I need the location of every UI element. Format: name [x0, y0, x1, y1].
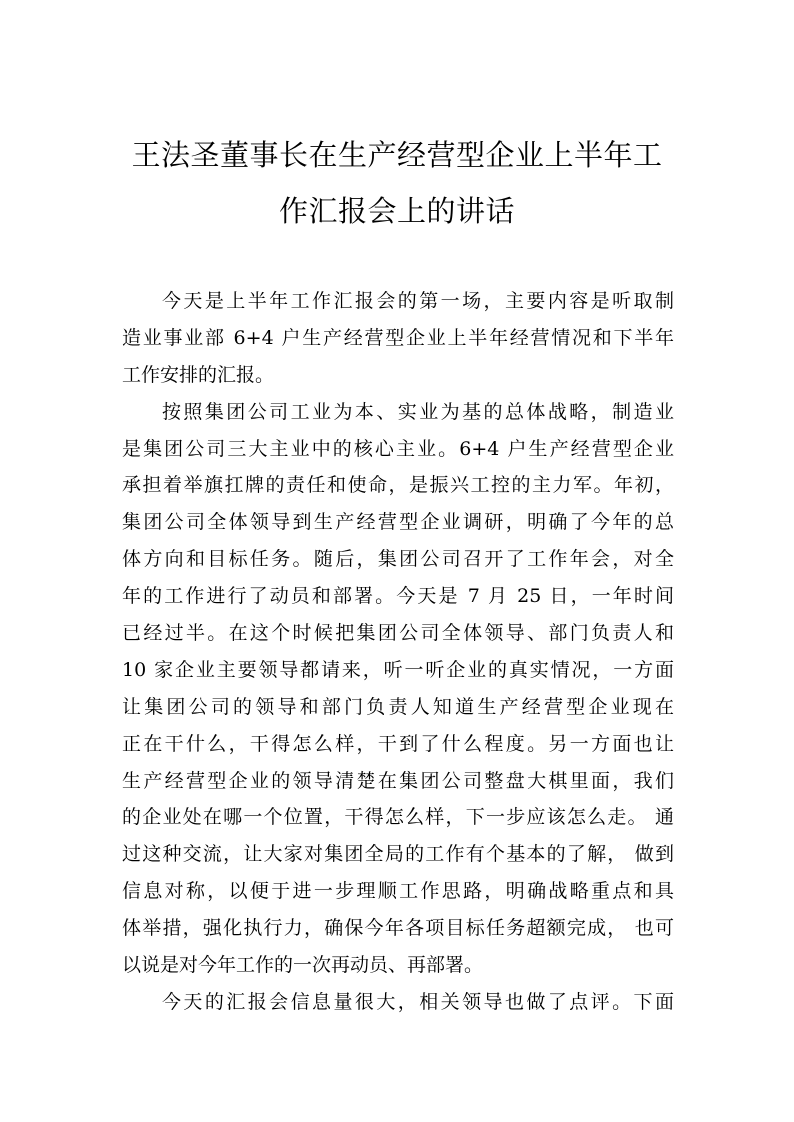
paragraph-line: 集团公司全体领导到生产经营型企业调研，明确了今年的总	[122, 511, 674, 534]
paragraph-line: 今天是上半年工作汇报会的第一场，主要内容是听取制	[162, 290, 674, 312]
paragraph-3	[122, 984, 674, 1021]
document-title-line-1: 王法圣董事长在生产经营型企业上半年工	[131, 138, 663, 172]
paragraph-line: 信息对称，以便于进一步理顺工作思路，明确战略重点和具	[122, 880, 674, 903]
paragraph-line: 按照集团公司工业为本、实业为基的总体战略，制造业	[162, 400, 674, 423]
paragraph-line: 造业事业部 6+4 户生产经营型企业上半年经营情况和下半年	[122, 326, 674, 349]
document-title-line-2: 作汇报会上的讲话	[278, 194, 515, 228]
paragraph-line: 以说是对今年工作的一次再动员、再部署。	[122, 954, 484, 977]
paragraph-line: 生产经营型企业的领导清楚在集团公司整盘大棋里面，我们	[122, 769, 674, 792]
paragraph-line: 承担着举旗扛牌的责任和使命，是振兴工控的主力军。年初，	[122, 474, 674, 497]
paragraph-line: 过这种交流，让大家对集团全局的工作有个基本的了解， 做到	[122, 843, 674, 866]
paragraph-line: 工作安排的汇报。	[122, 363, 275, 386]
paragraph-line: 体方向和目标任务。随后，集团公司召开了工作年会，对全	[122, 548, 674, 571]
paragraph-line: 体举措，强化执行力，确保今年各项目标任务超额完成， 也可	[122, 917, 674, 940]
paragraph-2	[122, 394, 674, 984]
paragraph-line: 年的工作进行了动员和部署。今天是 7 月 25 日，一年时间	[122, 585, 674, 608]
paragraph-line: 今天的汇报会信息量很大，相关领导也做了点评。下面	[162, 990, 674, 1013]
paragraph-line: 让集团公司的领导和部门负责人知道生产经营型企业现在	[122, 695, 674, 718]
paragraph-1	[122, 283, 674, 394]
paragraph-line: 正在干什么，干得怎么样，干到了什么程度。另一方面也让	[122, 732, 674, 755]
document-body	[122, 283, 674, 1021]
paragraph-line: 的企业处在哪一个位置，干得怎么样，下一步应该怎么走。 通	[122, 806, 674, 829]
paragraph-line: 10 家企业主要领导都请来，听一听企业的真实情况，一方面	[122, 658, 674, 681]
paragraph-line: 已经过半。在这个时候把集团公司全体领导、部门负责人和	[122, 622, 674, 645]
paragraph-line: 是集团公司三大主业中的核心主业。6+4 户生产经营型企业	[122, 437, 674, 460]
